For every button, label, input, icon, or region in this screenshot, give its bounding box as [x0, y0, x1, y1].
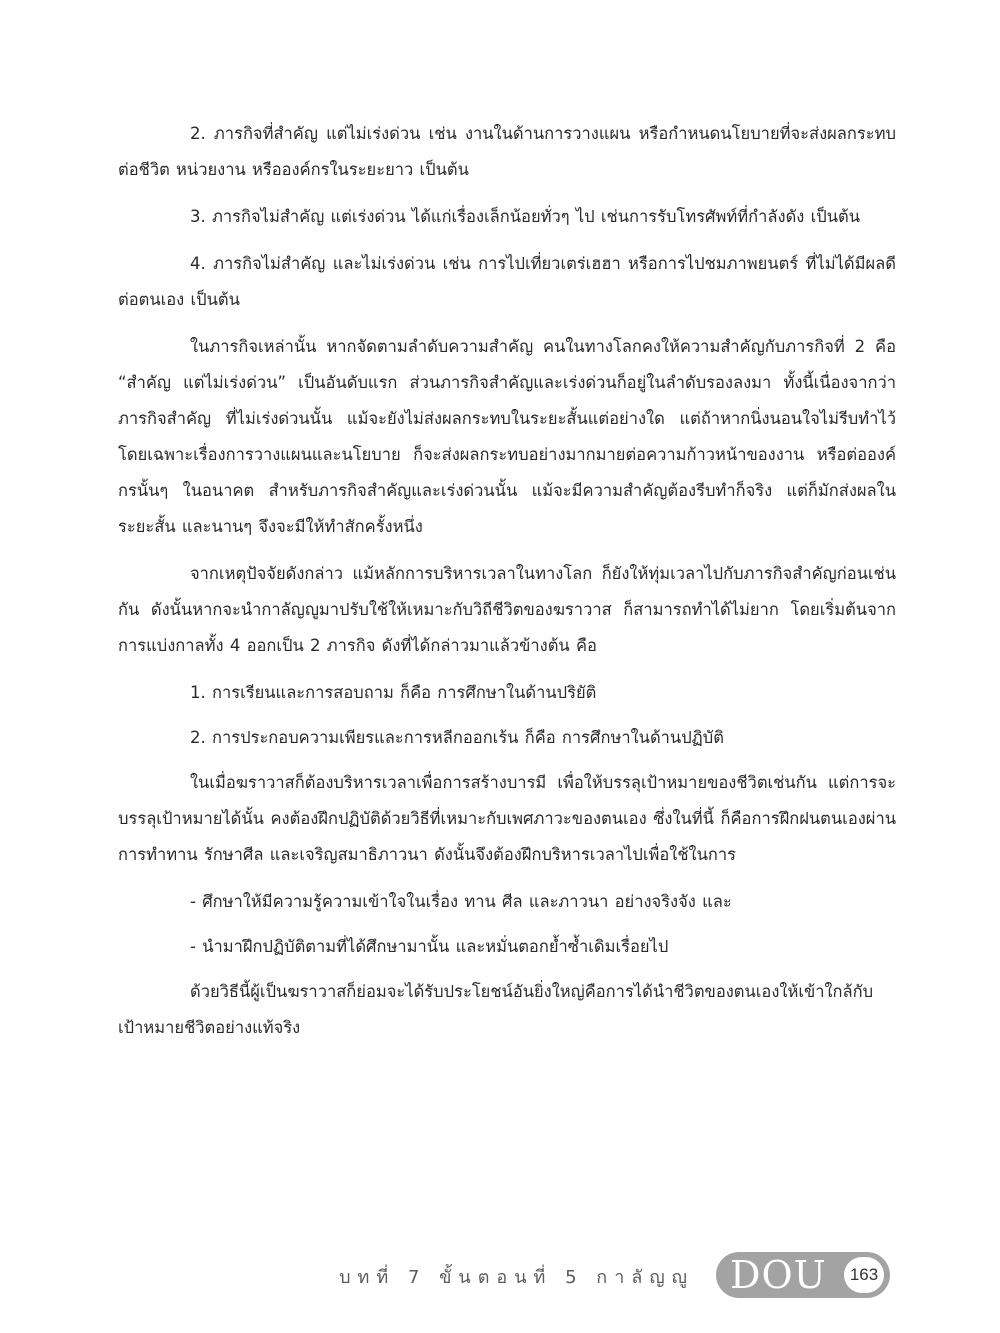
paragraph-not-important-not-urgent: 4. ภารกิจไม่สำคัญ และไม่เร่งด่วน เช่น การไปเที่ยวเตร่เฮฮา หรือการไปชมภาพยนตร์ ที่ไม่ได้มีผลดีต่อตนเอง เป็นต้น [118, 254, 896, 309]
page-body [118, 116, 896, 1057]
paragraph-layperson-practice: ในเมื่อฆราวาสก็ต้องบริหารเวลาเพื่อการสร้างบารมี เพื่อให้บรรลุเป้าหมายของชีวิตเช่นกัน แต่การจะบรรลุเป้าหมายได้นั้น คงต้องฝึกปฏิบัติด้วยวิธีที่เหมาะกับเพศภาวะของตนเอง ซึ่งในที่นี้ ก็คือการฝึกฝนตนเองผ่านการทำทาน รักษาศีล และเจริญสมาธิภาวนา ดังนั้นจึงต้องฝึกบริหารเวลาไปเพื่อใช้ในการ [118, 773, 896, 864]
paragraph-priority-discussion: ในภารกิจเหล่านั้น หากจัดตามลำดับความสำคัญ คนในทางโลกคงให้ความสำคัญกับภารกิจที่ 2 คือ “สำคัญ แต่ไม่เร่งด่วน” เป็นอันดับแรก ส่วนภารกิจสำคัญและเร่งด่วนก็อยู่ในลำดับรองลงมา ทั้งนี้เนื่องจากว่าภารกิจสำคัญ ที่ไม่เร่งด่วนนั้น แม้จะยังไม่ส่งผลกระทบในระยะสั้นแต่อย่างใด แต่ถ้าหากนิ่งนอนใจไม่รีบทำไว้โดยเฉพาะเรื่องการวางแผนและนโยบาย ก็จะส่งผลกระทบอย่างมากมายต่อความก้าวหน้าของงาน หรือต่อองค์กรนั้นๆ ในอนาคต สำหรับภารกิจสำคัญและเร่งด่วนนั้น แม้จะมีความสำคัญต้องรีบทำก็จริง แต่ก็มักส่งผลในระยะสั้น และนานๆ จึงจะมีให้ทำสักครั้งหนึ่ง [118, 337, 896, 536]
dou-badge [716, 1252, 890, 1298]
dou-logo: DOU [730, 1253, 827, 1297]
page-footer [0, 1252, 1000, 1302]
page-number: 163 [844, 1257, 884, 1293]
paragraph-important-not-urgent: 2. ภารกิจที่สำคัญ แต่ไม่เร่งด่วน เช่น งานในด้านการวางแผน หรือกำหนดนโยบายที่จะส่งผลกระทบต่อชีวิต หน่วยงาน หรือองค์กรในระยะยาว เป็นต้น [118, 124, 896, 179]
chapter-title: บทที่ 7 ขั้นตอนที่ 5 กาลัญญู [339, 1267, 694, 1288]
paragraph-not-important-urgent: 3. ภารกิจไม่สำคัญ แต่เร่งด่วน ได้แก่เรื่องเล็กน้อยทั่วๆ ไป เช่นการรับโทรศัพท์ที่กำลังดัง เป็นต้น [190, 207, 860, 226]
paragraph-time-management: จากเหตุปัจจัยดังกล่าว แม้หลักการบริหารเวลาในทางโลก ก็ยังให้ทุ่มเวลาไปกับภารกิจสำคัญก่อนเช่นกัน ดังนั้นหากจะนำกาลัญญูมาปรับใช้ให้เหมาะกับวิถีชีวิตของฆราวาส ก็สามารถทำได้ไม่ยาก โดยเริ่มต้นจากการแบ่งกาลทั้ง 4 ออกเป็น 2 ภารกิจ ดังที่ได้กล่าวมาแล้วข้างต้น คือ [118, 564, 896, 655]
list-item-learn-dana-sila-bhavana: - ศึกษาให้มีความรู้ความเข้าใจในเรื่อง ทาน ศีล และภาวนา อย่างจริงจัง และ [190, 892, 732, 911]
list-item-study-practice: 2. การประกอบความเพียรและการหลีกออกเร้น ก็คือ การศึกษาในด้านปฏิบัติ [190, 728, 724, 747]
list-item-study-theory: 1. การเรียนและการสอบถาม ก็คือ การศึกษาในด้านปริยัติ [190, 683, 597, 702]
list-item-practice-repeatedly: - นำมาฝึกปฏิบัติตามที่ได้ศึกษามานั้น และหมั่นตอกย้ำซ้ำเดิมเรื่อยไป [190, 937, 669, 956]
paragraph-conclusion: ด้วยวิธีนี้ผู้เป็นฆราวาสก็ย่อมจะได้รับประโยชน์อันยิ่งใหญ่คือการได้นำชีวิตของตนเองให้เข้าใกล้กับเป้าหมายชีวิตอย่างแท้จริง [118, 982, 874, 1037]
